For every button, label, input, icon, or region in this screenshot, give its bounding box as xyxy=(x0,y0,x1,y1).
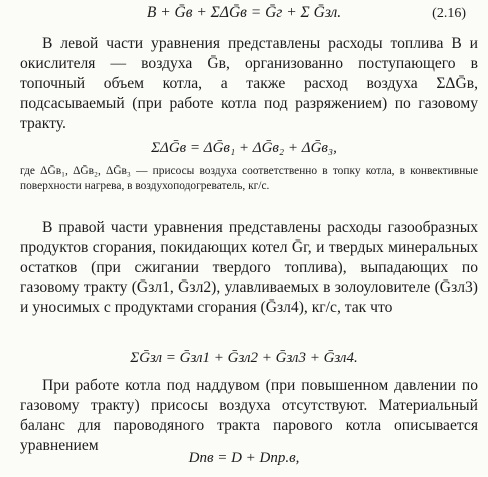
equation-2-16 xyxy=(0,4,488,22)
paragraph-left-side: В левой части уравнения представлены расходы топлива B и окислителя — воздуха Ḡв, организованно поступающего в топочный объем котла, а также расход воздуха ΣΔḠв, подсасываемый (при работе котла под разряжением) по газовому тракту. xyxy=(20,35,478,132)
equation-number: (2.16) xyxy=(432,6,466,21)
equation-2-16-formula: B + Ḡв + ΣΔḠв = Ḡг + Σ Ḡзл. xyxy=(146,4,342,21)
note-air-leakage: где ΔḠв₁, ΔḠв₂, ΔḠв₃ — присосы воздуха соответственно в топку котла, в конвективные поверхности нагрева, в воздухоподогреватель, кг/с. xyxy=(20,165,478,192)
equation-ash-balance-formula: ΣḠзл = Ḡзл1 + Ḡзл2 + Ḡзл3 + Ḡзл4. xyxy=(130,350,358,366)
equation-air-leakage-formula: ΣΔḠв = ΔḠв₁ + ΔḠв₂ + ΔḠв₃, xyxy=(151,140,337,156)
paragraph-boost: При работе котла под наддувом (при повышенном давлении по газовому тракту) присосы воздуха отсутствуют. Материальный баланс для пароводяного тракта парового котла описывается уравнением xyxy=(20,377,478,454)
equation-steam-balance-formula: Dпв = D + Dпр.в, xyxy=(188,450,300,466)
equation-ash-balance xyxy=(0,350,488,367)
paragraph-right-side: В правой части уравнения представлены расходы газообразных продуктов сгорания, покидающих котел Ḡг, и твердых минеральных остатков (при сжигании твердого топлива), выпадающих по газовому тракту (Ḡзл1, Ḡзл2), улавливаемых в золоуловителе (Ḡзл3) и уносимых с продуктами сгорания (Ḡзл4), кг/с, так что xyxy=(20,219,478,316)
equation-steam-balance xyxy=(0,450,488,467)
equation-air-leakage xyxy=(0,140,488,157)
